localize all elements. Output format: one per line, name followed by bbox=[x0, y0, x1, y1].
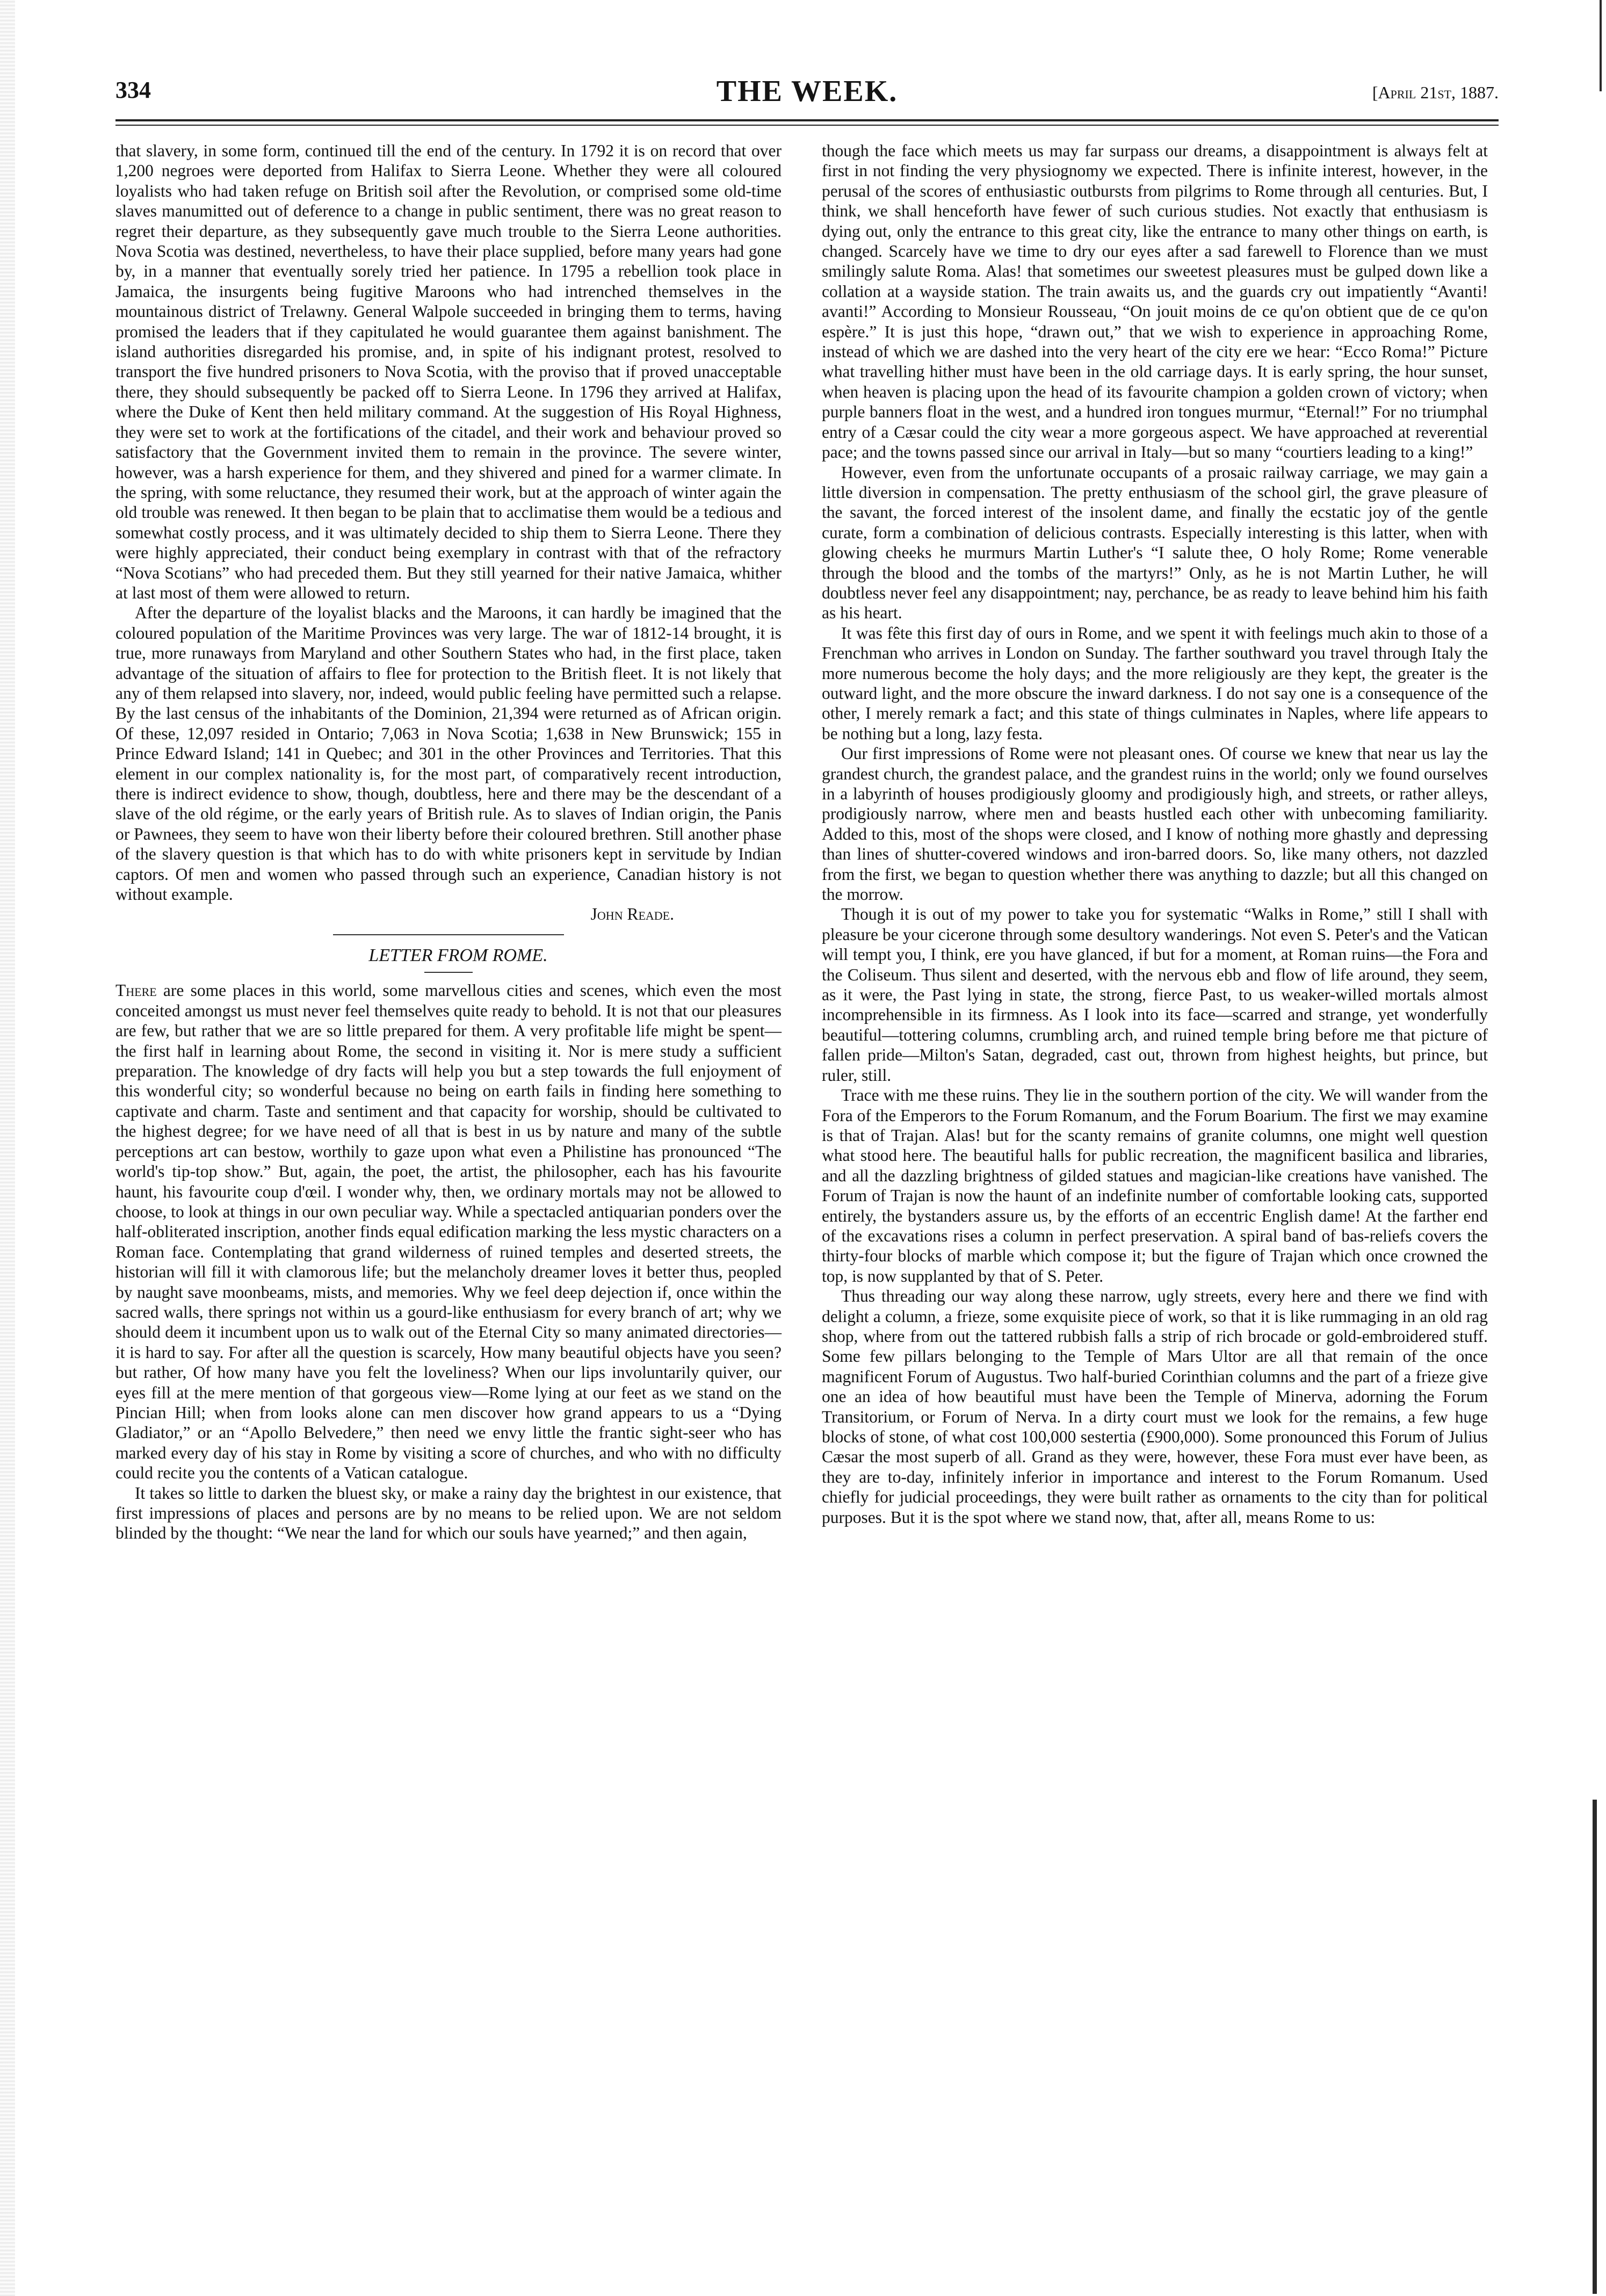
heading-rule bbox=[424, 972, 473, 973]
article-separator bbox=[333, 934, 564, 935]
paragraph: though the face which meets us may far surpass our dreams, a disappointment is always felt at first in not finding the very physiognomy we expected. There is infinite interest, however, in the perusal of the scores of enthusiastic outbursts from pilgrims to Rome through all centuries. But, I think, we shall henceforth have fewer of such curious studies. Not exactly that enthusiasm is dying out, only the entrance to this great city, like the entrance to many other things on earth, is changed. Scarcely have we time to dry our eyes after a sad farewell to Florence than we must smilingly salute Roma. Alas! that sometimes our sweetest pleasures must be gulped down like a collation at a wayside station. The train awaits us, and the guards cry out impatiently “Avanti! avanti!” According to Monsieur Rousseau, “On jouit moins de ce qu'on obtient que de ce qu'on espère.” It is just this hope, “drawn out,” that we wish to experience in approaching Rome, instead of which we are dashed into the very heart of the city ere we hear: “Ecco Roma!” Picture what travelling hither must have been in the old carriage days. It is early spring, the hour sunset, when heaven is placing upon the head of its favourite champion a golden crown of victory; when purple banners float in the west, and a hundred iron tongues murmur, “Eternal!” For no triumphal entry of a Cæsar could the city wear a more gorgeous aspect. We have approached at reverential pace; and the towns passed since our arrival in Italy—but so many “courtiers leading to a king!” bbox=[822, 141, 1488, 462]
left-column bbox=[115, 141, 782, 1543]
paragraph: Our first impressions of Rome were not pleasant ones. Of course we knew that near us lay the grandest church, the grandest palace, and the grandest ruins in the world; only we found ourselves in a labyrinth of houses prodigiously gloomy and prodigiously high, and streets, or rather alleys, prodigiously narrow, where men and beasts hustled each other with unbecoming familiarity. Added to this, most of the shops were closed, and I know of nothing more ghastly and depressing than lines of shutter-covered windows and iron-barred doors. So, like many others, not dazzled from the first, we began to question whether there was anything to dazzle; but all this changed on the morrow. bbox=[822, 744, 1488, 904]
paragraph: It takes so little to darken the bluest sky, or make a rainy day the brightest in our existence, that first impressions of places and persons are by no means to be relied upon. We are not seldom blinded by the thought: “We near the land for which our souls have yearned;” and then again, bbox=[115, 1483, 782, 1543]
paragraph: Thus threading our way along these narrow, ugly streets, every here and there we find with delight a column, a frieze, some exquisite piece of work, so that it is like rummaging in an old rag shop, where from out the tattered rubbish falls a strip of rich brocade or gold-embroidered stuff. Some few pillars belonging to the Temple of Mars Ultor are all that remain of the once magnificent Forum of Augustus. Two half-buried Corinthian columns and the part of a frieze give one an idea of how beautiful must have been the Temple of Minerva, adorning the Forum Transitorium, or Forum of Nerva. In a dirty court must we look for the remains, a few huge blocks of stone, of what cost 100,000 sestertia (£900,000). Some pronounced this Forum of Julius Cæsar the most superb of all. Grand as they were, however, these Fora must ever have been, as they are to-day, infinitely inferior in importance and interest to the Forum Romanum. Used chiefly for judicial proceedings, they were built rather as ornaments to the city than for political purposes. But it is the spot where we stand now, that, after all, means Rome to us: bbox=[822, 1287, 1488, 1527]
page-number: 334 bbox=[115, 77, 151, 103]
author-name: John Reade. bbox=[590, 905, 674, 924]
header-rule-thin bbox=[115, 125, 1499, 126]
opening-word: There bbox=[115, 981, 157, 1000]
header-rule bbox=[115, 119, 1499, 121]
paragraph-text: are some places in this world, some marvellous cities and scenes, which even the most conceited amongst us must never feel themselves quite ready to behold. It is not that our pleasures are few, but rather that we are so little prepared for them. A very profitable life might be spent—the first half in learning about Rome, the second in visiting it. Nor is mere study a sufficient preparation. The knowledge of dry facts will help you but a step towards the full enjoyment of this wonderful city; so wonderful because no being on earth fails in finding here something to captivate and charm. Taste and sentiment and that capacity for worship, should be cultivated to the highest degree; for we have need of all that is best in us by nature and many of the subtle perceptions art can bestow, worthily to gaze upon what even a Philistine has pronounced “The world's tip-top show.” But, again, the poet, the artist, the philosopher, each has his favourite haunt, his favourite coup d'œil. I wonder why, then, we ordinary mortals may not be allowed to choose, to look at things in our own peculiar way. While a spectacled antiquarian ponders over the half-obliterated inscription, another finds equal edification marking the less mystic characters on a Roman face. Contemplating that grand wilderness of ruined temples and deserted streets, the historian will fill it with clamorous life; but the melancholy dreamer loves it better thus, peopled by naught save moonbeams, mists, and memories. Why we feel deep dejection if, once within the sacred walls, there springs not within us a gourd-like enthusiasm for every branch of art; why we should deem it incumbent upon us to walk out of the Eternal City so many animated directories—it is hard to say. For after all the question is scarcely, How many beautiful objects have you seen? but rather, Of how many have you felt the loveliness? When our lips involuntarily quiver, our eyes fill at the mere mention of that gorgeous view—Rome lying at our feet as we stand on the Pincian Hill; when from looks alone can men discover how grand appears to us a “Dying Gladiator,” or an “Apollo Belvedere,” then need we envy little the frantic sight-seer who has marked every day of his stay in Rome by visiting a score of churches, and who with no difficulty could recite you the contents of a Vatican catalogue. bbox=[115, 981, 782, 1483]
paragraph: After the departure of the loyalist blacks and the Maroons, it can hardly be imagined that the coloured population of the Maritime Provinces was very large. The war of 1812-14 brought, it is true, more runaways from Maryland and other Southern States who had, in the first place, taken advantage of the situation of affairs to flee for protection to the British fleet. It is not likely that any of them relapsed into slavery, nor, indeed, would public feeling have permitted such a relapse. By the last census of the inhabitants of the Dominion, 21,394 were returned as of African origin. Of these, 12,097 resided in Ontario; 7,063 in Nova Scotia; 1,638 in New Brunswick; 155 in Prince Edward Island; 141 in Quebec; and 301 in the other Provinces and Territories. That this element in our complex nationality is, for the most part, of comparatively recent introduction, there is indirect evidence to show, though, doubtless, here and there may be the descendant of a slave of the old régime, or the early years of British rule. As to slaves of Indian origin, the Panis or Pawnees, they seem to have won their liberty before their coloured brethren. Still another phase of the slavery question is that which has to do with white prisoners kept in servitude by Indian captors. Of men and women who passed through such an experience, Canadian history is not without example. bbox=[115, 603, 782, 904]
paragraph: that slavery, in some form, continued till the end of the century. In 1792 it is on record that over 1,200 negroes were deported from Halifax to Sierra Leone. Whether they were all coloured loyalists who had taken refuge on British soil after the Revolution, or comprised some old-time slaves manumitted out of deference to a change in public sentiment, there was no great reason to regret their departure, as they subsequently gave much trouble to the Sierra Leone authorities. Nova Scotia was destined, nevertheless, to have their place supplied, before many years had gone by, in a manner that eventually sorely tried her patience. In 1795 a rebellion took place in Jamaica, the insurgents being fugitive Maroons who had intrenched themselves in the mountainous district of Trelawny. General Walpole succeeded in bringing them to terms, having promised the leaders that if they capitulated he would guarantee them against banishment. The island authorities disregarded his promise, and, in spite of his indignant protest, resolved to transport the five hundred prisoners to Nova Scotia, with the proviso that if proved unacceptable there, they should subsequently be packed off to Sierra Leone. In 1796 they arrived at Halifax, where the Duke of Kent then held military command. At the suggestion of His Royal Highness, they were set to work at the fortifications of the citadel, and their work and behaviour proved so satisfactory that the Government invited them to remain in the province. The severe winter, however, was a harsh experience for them, and they shivered and pined for a warmer climate. In the spring, with some reluctance, they resumed their work, but at the approach of winter again the old trouble was renewed. It then began to be plain that to acclimatise them would be a tedious and somewhat costly process, and it was ultimately decided to ship them to Sierra Leone. There they were highly appreciated, their conduct being exemplary in contrast with that of the refractory “Nova Scotians” who had preceded them. But they still yearned for their native Jamaica, whither at last most of them were allowed to return. bbox=[115, 141, 782, 602]
paragraph: Trace with me these ruins. They lie in the southern portion of the city. We will wander from the Fora of the Emperors to the Forum Romanum, and the Forum Boarium. The first we may examine is that of Trajan. Alas! but for the scanty remains of granite columns, one might well question what stood here. The beautiful halls for public recreation, the magnificent basilica and libraries, and all the dazzling brightness of gilded statues and magician-like creations have vanished. The Forum of Trajan is now the haunt of an indefinite number of comfortable looking cats, supported entirely, the bystanders assure us, by the efforts of an eccentric English dame! At the farther end of the excavations rises a column in perfect preservation. A spiral band of bas-reliefs covers the thirty-four blocks of marble which compose it; but the figure of Trajan which once crowned the top, is now supplanted by that of S. Peter. bbox=[822, 1086, 1488, 1286]
paragraph bbox=[115, 980, 782, 1483]
publication-title: THE WEEK. bbox=[716, 75, 898, 108]
author-signature bbox=[115, 904, 782, 925]
right-column bbox=[822, 141, 1488, 1527]
scan-margin-mark bbox=[1600, 0, 1602, 91]
paragraph: It was fête this first day of ours in Rome, and we spent it with feelings much akin to those of a Frenchman who arrives in London on Sunday. The farther southward you travel through Italy the more numerous become the holy days; and the more religiously are they kept, the greater is the outward light, and the more obscure the inward darkness. I do not say one is a consequence of the other, I merely remark a fact; and this state of things culminates in Naples, where life appears to be nothing but a long, lazy festa. bbox=[822, 623, 1488, 743]
paragraph: However, even from the unfortunate occupants of a prosaic railway carriage, we may gain a little diversion in compensation. The pretty enthusiasm of the school girl, the grave pleasure of the savant, the forced interest of the insolent dame, and finally the ecstatic joy of the gentle curate, form a combination of delicious contrasts. Especially interesting is this latter, when with glowing cheeks he murmurs Martin Luther's “I salute thee, O holy Rome; Rome venerable through the blood and the tombs of the martyrs!” Only, as he is not Martin Luther, he will doubtless never feel any disappointment; nay, perchance, be as ready to leave behind him his faith as his heart. bbox=[822, 463, 1488, 623]
paragraph: Though it is out of my power to take you for systematic “Walks in Rome,” still I shall with pleasure be your cicerone through some desultory wanderings. Not even S. Peter's and the Vatican will tempt you, I think, ere you have glanced, if but for a moment, at Roman ruins—the Fora and the Coliseum. Thus silent and deserted, with the nervous ebb and flow of life around, they seem, as it were, the Past lying in state, the strong, fierce Past, to us weaker-willed mortals almost incomprehensible in its firmness. As I look into its face—scarred and strange, yet wonderfully beautiful—tottering columns, crumbling arch, and ruined temple bring before me that picture of fallen pride—Milton's Satan, degraded, cast out, thrown from highest heights, but prince, but ruler, still. bbox=[822, 905, 1488, 1085]
scan-margin-mark bbox=[1593, 1800, 1597, 2294]
article-heading: LETTER FROM ROME. bbox=[368, 945, 548, 966]
scan-edge bbox=[0, 0, 15, 2296]
masthead bbox=[115, 74, 1499, 112]
issue-date: [April 21st, 1887. bbox=[1372, 83, 1499, 102]
